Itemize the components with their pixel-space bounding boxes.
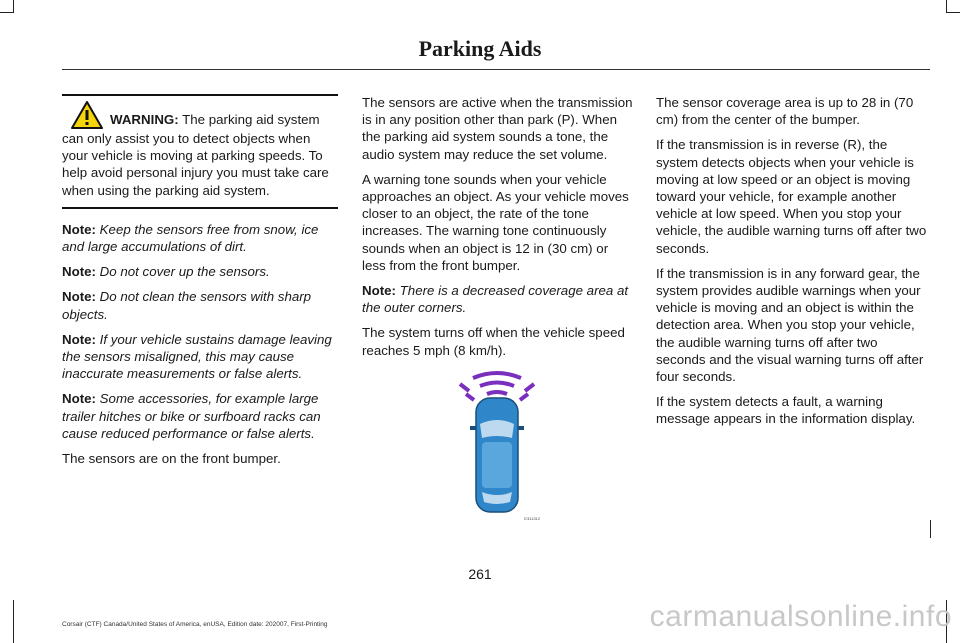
crop-mark bbox=[930, 520, 931, 538]
note: Note: If your vehicle sustains damage leaving the sensors misaligned, this may cause inaccurate measurements or false alerts. bbox=[62, 331, 332, 382]
page-title: Parking Aids bbox=[418, 36, 542, 61]
warning-triangle-icon bbox=[70, 100, 104, 130]
body-paragraph: If the transmission is in any forward gear, the system provides audible warnings when your vehicle is moving and an object is within the detection area. When you stop your vehicle, the audible warning turns off after two seconds and the visual warning turns off after four seconds. bbox=[656, 265, 924, 385]
warning-box bbox=[62, 94, 338, 209]
column-2 bbox=[362, 94, 634, 367]
title-divider bbox=[62, 69, 930, 70]
body-paragraph: The system turns off when the vehicle speed reaches 5 mph (8 km/h). bbox=[362, 325, 625, 358]
note: Note: Keep the sensors free from snow, ice and large accumulations of dirt. bbox=[62, 221, 319, 255]
note: Note: Do not cover up the sensors. bbox=[62, 264, 270, 280]
warning-text: The parking aid system can only assist you to detect objects when your vehicle is moving at parking speeds. To help avoid personal injury you must take care when using the parking aid system. bbox=[62, 112, 329, 198]
body-paragraph: If the transmission is in reverse (R), the system detects objects when your vehicle is moving at low speed or an object is moving toward your vehicle, for example another vehicle at low speed. When you stop your vehicle, the audible warning turns off after two seconds. bbox=[656, 137, 927, 256]
body-paragraph: If the system detects a fault, a warning message appears in the information display. bbox=[656, 394, 916, 427]
crop-mark bbox=[13, 0, 14, 13]
column-3 bbox=[656, 94, 930, 436]
crop-mark bbox=[0, 12, 14, 13]
body-paragraph: A warning tone sounds when your vehicle approaches an object. As your vehicle moves closer to an object, the rate of the tone increases. The warning tone continuously sounds when an object is 12 in (30 cm) or less from the front bumper. bbox=[362, 171, 629, 273]
crop-mark bbox=[946, 12, 960, 13]
sensor-waves-icon bbox=[460, 373, 534, 400]
figure-code: E311312 bbox=[524, 516, 540, 521]
footer-edition-info: Corsair (CTF) Canada/United States of America, enUSA, Edition date: 202007, First-Printing bbox=[62, 621, 328, 628]
watermark: carmanualsonline.info bbox=[649, 600, 952, 633]
body-paragraph: The sensors are on the front bumper. bbox=[62, 451, 281, 467]
column-1 bbox=[62, 94, 338, 475]
crop-mark bbox=[946, 0, 947, 13]
car-top-view-icon bbox=[470, 398, 524, 512]
page-number: 261 bbox=[468, 566, 492, 582]
note: Note: Some accessories, for example large trailer hitches or bike or surfboard racks can cause reduced performance or false alerts. bbox=[62, 391, 321, 441]
body-paragraph: The sensors are active when the transmission is in any position other than park (P). When the parking aid system sounds a tone, the audio system may reduce the set volume. bbox=[362, 95, 633, 162]
note: Note: Do not clean the sensors with sharp objects. bbox=[62, 289, 312, 322]
crop-mark bbox=[13, 600, 14, 643]
note: Note: There is a decreased coverage area at the outer corners. bbox=[362, 283, 629, 316]
body-paragraph: The sensor coverage area is up to 28 in (70 cm) from the center of the bumper. bbox=[656, 95, 914, 128]
parking-sensor-car-illustration bbox=[452, 364, 542, 524]
warning-label: WARNING: bbox=[110, 112, 179, 127]
